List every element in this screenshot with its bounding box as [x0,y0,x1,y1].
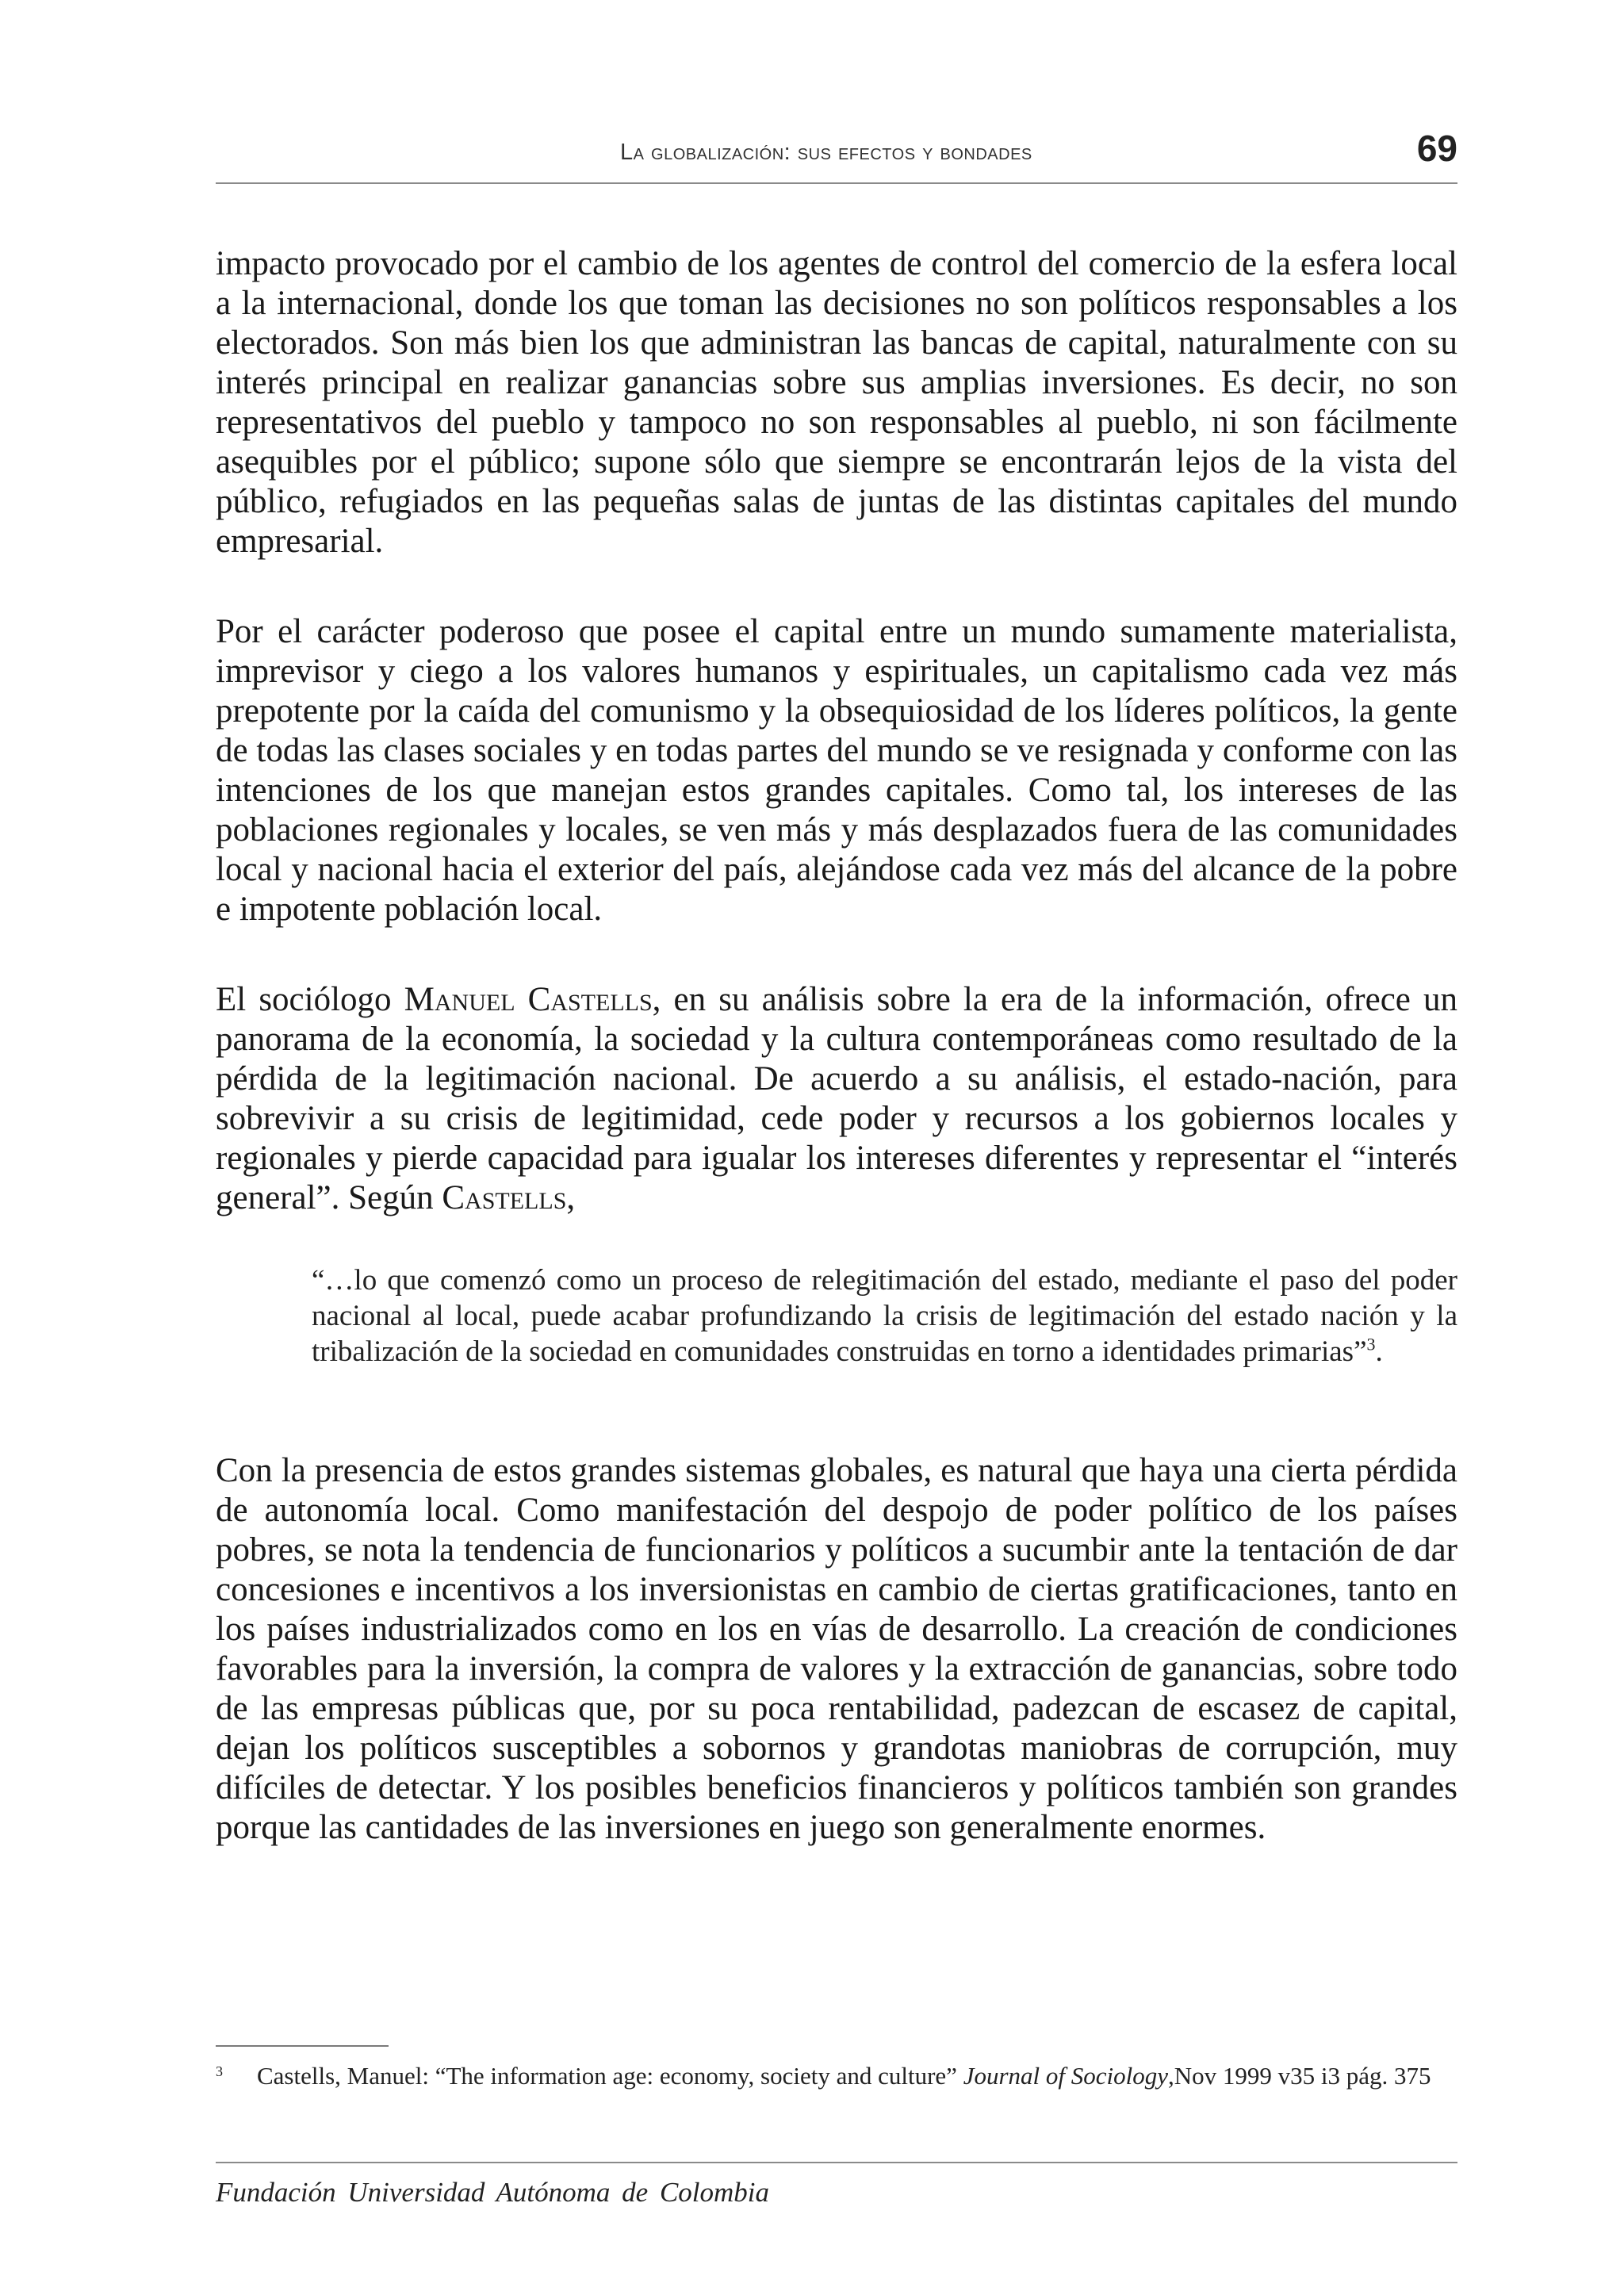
block-quote [312,1262,1457,1370]
footer-divider [216,2162,1457,2163]
quote-end: . [1375,1335,1383,1368]
page-number: 69 [1416,128,1457,169]
footnote-journal: Journal of Sociology [963,2062,1168,2090]
quote-text: “…lo que comenzó como un proceso de relegitimación del estado, mediante el paso del poder nacional al local, puede acabar profundizando la crisis de legitimación del estado nación y la tribalización de la sociedad en comunidades construidas en torno a identidades primarias” [312,1264,1457,1368]
paragraph-1: impacto provocado por el cambio de los agentes de control del comercio de la esfera local a la internacional, donde los que toman las decisiones no son políticos responsables a los electorados. Son más bien los que administran las bancas de capital, naturalmente con su interés principal en realizar ganancias sobre sus amplias inversiones. Es decir, no son representativos del pueblo y tampoco no son responsables al pueblo, ni son fácilmente asequibles por el público; supone sólo que siempre se encontrarán lejos de la vista del público, refugiados en las pequeñas salas de juntas de las distintas capitales del mundo empresarial. [216,245,1457,560]
footnote-text-a: Castells, Manuel: “The information age: economy, society and culture” [257,2062,963,2090]
paragraph-3-text-c: , [566,1179,576,1216]
footnote-text-b: ,Nov 1999 v35 i3 pág. 375 [1167,2062,1431,2090]
paragraph-3-text-a: El sociólogo [216,981,404,1018]
author-name-castells-2: Castells [442,1179,567,1216]
footnote [216,2060,1457,2092]
footnote-reference: 3 [1366,1334,1376,1354]
running-title: La globalización: sus efectos y bondades [620,140,1032,165]
footer-institution: Fundación Universidad Autónoma de Colombia [216,2177,770,2208]
paragraph-4: Con la presencia de estos grandes sistemas globales, es natural que haya una cierta pérdida de autonomía local. Como manifestación del despojo de poder político de los países pobres, se nota la tendencia de funcionarios y políticos a sucumbir ante la tentación de dar concesiones e incentivos a los inversionistas en cambio de ciertas gratificaciones, tanto en los países industrializados como en los en vías de desarrollo. La creación de condiciones favorables para la inversión, la compra de valores y la extracción de ganancias, sobre todo de las empresas públicas que, por su poca rentabilidad, padezcan de escasez de capital, dejan los políticos susceptibles a sobornos y grandotas maniobras de corrupción, muy difíciles de detectar. Y los posibles beneficios financieros y políticos también son grandes porque las cantidades de las inversiones en juego son generalmente enormes. [216,1452,1457,1846]
paragraph-3 [216,980,1457,1218]
paragraph-2: Por el carácter poderoso que posee el capital entre un mundo sumamente materialista, imprevisor y ciego a los valores humanos y espirituales, un capitalismo cada vez más prepotente por la caída del comunismo y la obsequiosidad de los líderes políticos, la gente de todas las clases sociales y en todas partes del mundo se ve resignada y conforme con las intenciones de los que manejan estos grandes capitales. Como tal, los intereses de las poblaciones regionales y locales, se ven más y más desplazados fuera de las comunidades local y nacional hacia el exterior del país, alejándose cada vez más del alcance de la pobre e impotente población local. [216,613,1457,928]
author-name-castells: Manuel Castells [404,981,653,1018]
footnote-separator [216,2045,389,2047]
footnote-mark: 3 [216,2063,223,2079]
running-header [216,125,1457,184]
paragraph-3-text-b: , en su análisis sobre la era de la información, ofrece un panorama de la economía, la sociedad y la cultura contemporáneas como resultado de la pérdida de la legitimación nacional. De acuerdo a su análisis, el estado-nación, para sobrevivir a su crisis de legitimidad, cede poder y recursos a los gobiernos locales y regionales y pierde capacidad para igualar los intereses diferentes y representar el “interés general”. Según [216,981,1457,1216]
footnote-text [257,2060,1457,2092]
